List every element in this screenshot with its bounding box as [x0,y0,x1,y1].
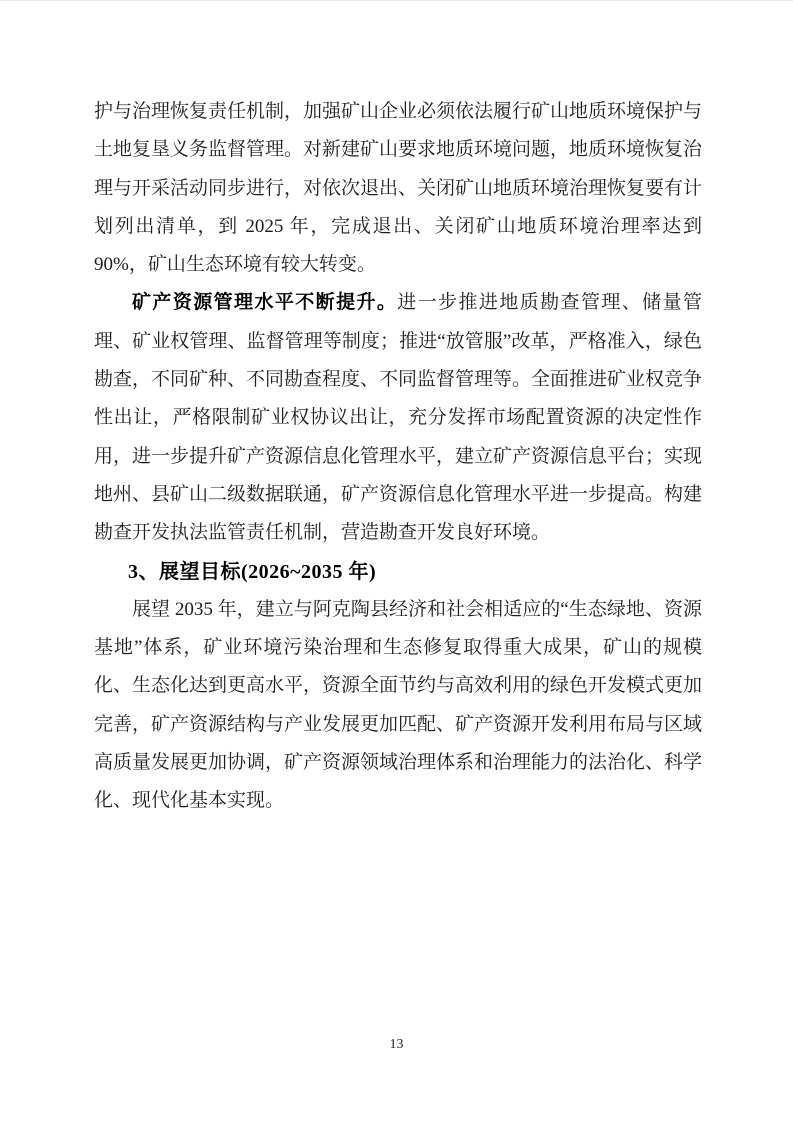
section-heading-outlook-goals [94,553,702,591]
paragraph-text: 进一步推进地质勘查管理、储量管理、矿业权管理、监督管理等制度；推进“放管服”改革，严格准入，绿色勘查，不同矿种、不同勘查程度、不同监督管理等。全面推进矿业权竞争性出让，严格限制矿业权协议出让，充分发挥市场配置资源的决定性作用，进一步提升矿产资源信息化管理水平，建立矿产资源信息平台；实现地州、县矿山二级数据联通，矿产资源信息化管理水平进一步提高。构建勘查开发执法监管责任机制，营造勘查开发良好环境。 [94,292,703,544]
paragraph-text: 展望 2035 年，建立与阿克陶县经济和社会相适应的“生态绿地、资源基地”体系，矿业环境污染治理和生态修复取得重大成果，矿山的规模化、生态化达到更高水平，资源全面节约与高效利用的绿色开发模式更加完善，矿产资源结构与产业发展更加匹配、矿产资源开发利用布局与区域高质量发展更加协调，矿产资源领域治理体系和治理能力的法治化、科学化、现代化基本实现。 [94,598,703,812]
page-number: 13 [389,1037,404,1052]
page-footer [0,1037,793,1053]
document-body [94,93,702,821]
paragraph-text: 护与治理恢复责任机制，加强矿山企业必须依法履行矿山地质环境保护与土地复垦义务监督管理。对新建矿山要求地质环境问题，地质环境恢复治理与开采活动同步进行，对依次退出、关闭矿山地质环境治理恢复要有计划列出清单，到 2025 年，完成退出、关闭矿山地质环境治理率达到 90%，矿山生态环境有较大转变。 [94,101,703,276]
paragraph-bold-lead: 矿产资源管理水平不断提升。 [132,292,398,314]
paragraph-mine-environment [94,93,702,284]
heading-text: 3、展望目标(2026~2035 年) [128,560,377,583]
paragraph-resource-management [94,284,702,552]
paragraph-outlook-2035 [94,591,702,821]
